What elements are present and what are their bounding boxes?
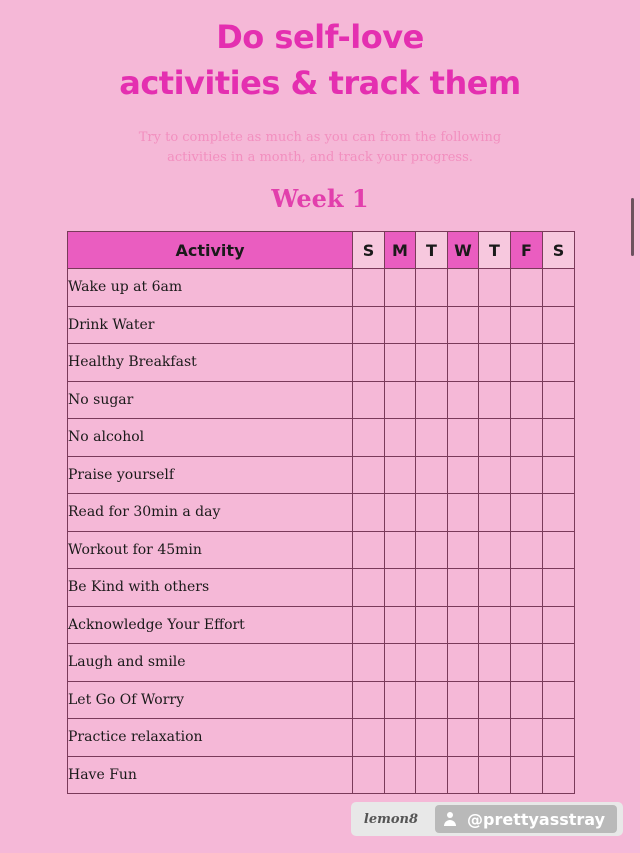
checkbox-cell[interactable] <box>479 719 511 757</box>
habit-tracker-table <box>67 231 575 794</box>
table-row <box>68 719 575 757</box>
checkbox-cell[interactable] <box>448 494 479 532</box>
checkbox-cell[interactable] <box>479 381 511 419</box>
scrollbar[interactable] <box>631 198 634 256</box>
checkbox-cell[interactable] <box>479 681 511 719</box>
checkbox-cell[interactable] <box>511 644 543 682</box>
table-row <box>68 644 575 682</box>
table-row <box>68 606 575 644</box>
table-row <box>68 456 575 494</box>
checkbox-cell[interactable] <box>385 269 416 307</box>
lemon8-logo: lemon8 <box>363 811 419 827</box>
checkbox-cell[interactable] <box>385 569 416 607</box>
checkbox-cell[interactable] <box>385 381 416 419</box>
checkbox-cell[interactable] <box>479 569 511 607</box>
person-icon <box>443 812 457 826</box>
checkbox-cell[interactable] <box>353 606 385 644</box>
checkbox-cell[interactable] <box>543 344 575 382</box>
activity-label: Laugh and smile <box>68 644 353 682</box>
day-header-sunday: S <box>353 232 385 269</box>
checkbox-cell[interactable] <box>543 456 575 494</box>
checkbox-cell[interactable] <box>385 644 416 682</box>
checkbox-cell[interactable] <box>385 456 416 494</box>
table-row <box>68 269 575 307</box>
checkbox-cell[interactable] <box>448 269 479 307</box>
activity-label: No alcohol <box>68 419 353 457</box>
day-header-thursday: T <box>479 232 511 269</box>
activity-rows <box>68 269 575 794</box>
checkbox-cell[interactable] <box>385 606 416 644</box>
checkbox-cell[interactable] <box>353 381 385 419</box>
checkbox-cell[interactable] <box>543 719 575 757</box>
checkbox-cell[interactable] <box>416 381 448 419</box>
page-title <box>0 14 640 106</box>
checkbox-cell[interactable] <box>543 569 575 607</box>
checkbox-cell[interactable] <box>416 644 448 682</box>
checkbox-cell[interactable] <box>416 606 448 644</box>
table-row <box>68 381 575 419</box>
table-row <box>68 344 575 382</box>
checkbox-cell[interactable] <box>353 419 385 457</box>
checkbox-cell[interactable] <box>385 306 416 344</box>
checkbox-cell[interactable] <box>511 606 543 644</box>
day-header-wednesday: W <box>448 232 479 269</box>
activity-label: Have Fun <box>68 756 353 794</box>
checkbox-cell[interactable] <box>543 269 575 307</box>
checkbox-cell[interactable] <box>511 306 543 344</box>
day-header-friday: F <box>511 232 543 269</box>
checkbox-cell[interactable] <box>511 681 543 719</box>
checkbox-cell[interactable] <box>416 494 448 532</box>
checkbox-cell[interactable] <box>543 306 575 344</box>
title-line-2: activities & track them <box>119 64 521 102</box>
checkbox-cell[interactable] <box>479 419 511 457</box>
checkbox-cell[interactable] <box>416 456 448 494</box>
activity-label: Read for 30min a day <box>68 494 353 532</box>
checkbox-cell[interactable] <box>448 306 479 344</box>
checkbox-cell[interactable] <box>416 269 448 307</box>
checkbox-cell[interactable] <box>448 456 479 494</box>
activity-label: Drink Water <box>68 306 353 344</box>
subtitle-line-2: activities in a month, and track your progress. <box>167 150 473 165</box>
checkbox-cell[interactable] <box>353 344 385 382</box>
table-row <box>68 419 575 457</box>
table-row <box>68 306 575 344</box>
table-row <box>68 494 575 532</box>
checkbox-cell[interactable] <box>385 531 416 569</box>
checkbox-cell[interactable] <box>479 644 511 682</box>
activity-label: Wake up at 6am <box>68 269 353 307</box>
week-label: Week 1 <box>271 184 369 213</box>
table-header-row <box>68 232 575 269</box>
activity-label: Praise yourself <box>68 456 353 494</box>
checkbox-cell[interactable] <box>353 681 385 719</box>
checkbox-cell[interactable] <box>511 344 543 382</box>
checkbox-cell[interactable] <box>353 269 385 307</box>
checkbox-cell[interactable] <box>448 381 479 419</box>
checkbox-cell[interactable] <box>511 756 543 794</box>
checkbox-cell[interactable] <box>543 756 575 794</box>
table-row <box>68 531 575 569</box>
day-header-tuesday: T <box>416 232 448 269</box>
checkbox-cell[interactable] <box>479 756 511 794</box>
checkbox-cell[interactable] <box>479 456 511 494</box>
checkbox-cell[interactable] <box>385 494 416 532</box>
checkbox-cell[interactable] <box>385 756 416 794</box>
checkbox-cell[interactable] <box>543 644 575 682</box>
checkbox-cell[interactable] <box>353 494 385 532</box>
checkbox-cell[interactable] <box>353 569 385 607</box>
checkbox-cell[interactable] <box>416 719 448 757</box>
activity-label: Healthy Breakfast <box>68 344 353 382</box>
checkbox-cell[interactable] <box>479 269 511 307</box>
checkbox-cell[interactable] <box>353 531 385 569</box>
activity-label: Acknowledge Your Effort <box>68 606 353 644</box>
page-subtitle <box>0 128 640 168</box>
checkbox-cell[interactable] <box>353 456 385 494</box>
table-row <box>68 756 575 794</box>
lemon8-watermark <box>351 802 623 836</box>
checkbox-cell[interactable] <box>416 419 448 457</box>
checkbox-cell[interactable] <box>385 419 416 457</box>
checkbox-cell[interactable] <box>543 419 575 457</box>
checkbox-cell[interactable] <box>479 494 511 532</box>
checkbox-cell[interactable] <box>448 606 479 644</box>
checkbox-cell[interactable] <box>416 306 448 344</box>
checkbox-cell[interactable] <box>543 494 575 532</box>
checkbox-cell[interactable] <box>353 719 385 757</box>
checkbox-cell[interactable] <box>511 419 543 457</box>
checkbox-cell[interactable] <box>448 719 479 757</box>
checkbox-cell[interactable] <box>479 606 511 644</box>
checkbox-cell[interactable] <box>416 344 448 382</box>
checkbox-cell[interactable] <box>511 381 543 419</box>
checkbox-cell[interactable] <box>448 756 479 794</box>
checkbox-cell[interactable] <box>448 569 479 607</box>
checkbox-cell[interactable] <box>448 681 479 719</box>
title-line-1: Do self-love <box>216 18 424 56</box>
username-badge <box>435 805 617 833</box>
checkbox-cell[interactable] <box>353 644 385 682</box>
checkbox-cell[interactable] <box>479 531 511 569</box>
day-header-monday: M <box>385 232 416 269</box>
checkbox-cell[interactable] <box>543 606 575 644</box>
checkbox-cell[interactable] <box>448 419 479 457</box>
checkbox-cell[interactable] <box>353 306 385 344</box>
table-row <box>68 681 575 719</box>
checkbox-cell[interactable] <box>416 756 448 794</box>
checkbox-cell[interactable] <box>448 531 479 569</box>
checkbox-cell[interactable] <box>543 531 575 569</box>
checkbox-cell[interactable] <box>448 344 479 382</box>
activity-label: Practice relaxation <box>68 719 353 757</box>
checkbox-cell[interactable] <box>385 344 416 382</box>
checkbox-cell[interactable] <box>353 756 385 794</box>
checkbox-cell[interactable] <box>511 531 543 569</box>
activity-label: Be Kind with others <box>68 569 353 607</box>
checkbox-cell[interactable] <box>511 269 543 307</box>
subtitle-line-1: Try to complete as much as you can from the following <box>138 130 502 145</box>
checkbox-cell[interactable] <box>416 681 448 719</box>
checkbox-cell[interactable] <box>511 494 543 532</box>
checkbox-cell[interactable] <box>543 681 575 719</box>
table-row <box>68 569 575 607</box>
checkbox-cell[interactable] <box>543 381 575 419</box>
checkbox-cell[interactable] <box>511 456 543 494</box>
checkbox-cell[interactable] <box>479 306 511 344</box>
activity-column-header: Activity <box>68 232 353 269</box>
checkbox-cell[interactable] <box>511 569 543 607</box>
activity-label: No sugar <box>68 381 353 419</box>
checkbox-cell[interactable] <box>385 681 416 719</box>
checkbox-cell[interactable] <box>416 531 448 569</box>
username-text: @prettyasstray <box>467 809 606 829</box>
checkbox-cell[interactable] <box>479 344 511 382</box>
checkbox-cell[interactable] <box>448 644 479 682</box>
activity-label: Workout for 45min <box>68 531 353 569</box>
activity-label: Let Go Of Worry <box>68 681 353 719</box>
checkbox-cell[interactable] <box>416 569 448 607</box>
checkbox-cell[interactable] <box>385 719 416 757</box>
day-header-saturday: S <box>543 232 575 269</box>
checkbox-cell[interactable] <box>511 719 543 757</box>
